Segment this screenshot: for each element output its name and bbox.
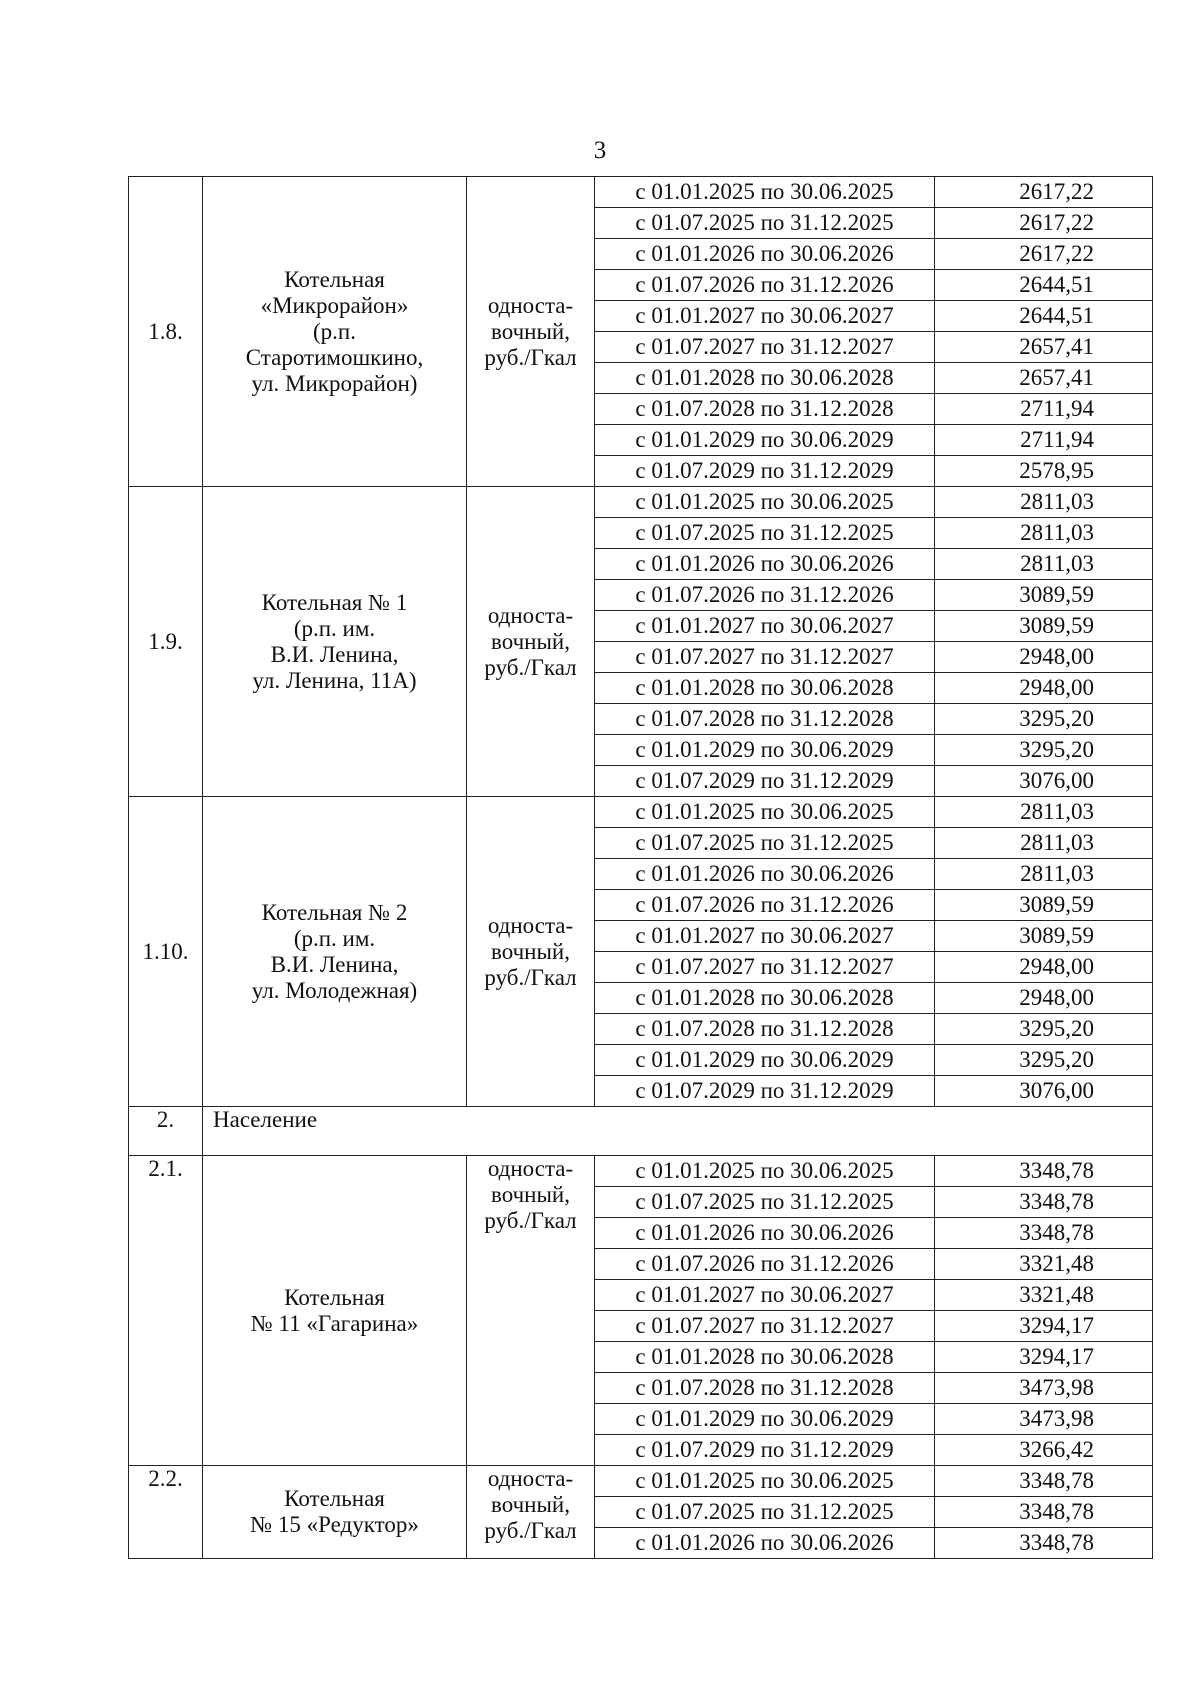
cell-line: вочный, bbox=[491, 628, 570, 654]
period: с 01.07.2028 по 31.12.2028 bbox=[595, 394, 935, 425]
tariff-value: 2711,94 bbox=[935, 394, 1153, 425]
tariff-value: 2811,03 bbox=[935, 549, 1153, 580]
tariff-value: 2578,95 bbox=[935, 456, 1153, 487]
tariff-value: 2657,41 bbox=[935, 363, 1153, 394]
boiler-name bbox=[203, 797, 467, 1107]
tariff-value: 2811,03 bbox=[935, 797, 1153, 828]
section-row bbox=[129, 1107, 1153, 1156]
cell-line: односта- bbox=[487, 912, 574, 938]
cell-line: вочный, bbox=[491, 938, 570, 964]
cell-line: (р.п. им. bbox=[293, 615, 376, 641]
cell-line: односта- bbox=[487, 292, 574, 318]
table-row bbox=[129, 797, 1153, 828]
entry-number: 1.8. bbox=[129, 177, 203, 487]
boiler-name bbox=[203, 487, 467, 797]
page-number: 3 bbox=[593, 137, 607, 164]
period: с 01.07.2027 по 31.12.2027 bbox=[595, 332, 935, 363]
entry-number: 1.10. bbox=[129, 797, 203, 1107]
period: с 01.01.2029 по 30.06.2029 bbox=[595, 425, 935, 456]
tariff-value: 2811,03 bbox=[935, 828, 1153, 859]
tariff-value: 3076,00 bbox=[935, 766, 1153, 797]
period: с 01.07.2025 по 31.12.2025 bbox=[595, 518, 935, 549]
table-row bbox=[129, 487, 1153, 518]
period: с 01.01.2025 по 30.06.2025 bbox=[595, 177, 935, 208]
period: с 01.07.2025 по 31.12.2025 bbox=[595, 208, 935, 239]
tariff-value: 3089,59 bbox=[935, 921, 1153, 952]
period: с 01.01.2026 по 30.06.2026 bbox=[595, 1528, 935, 1559]
period: с 01.01.2025 по 30.06.2025 bbox=[595, 487, 935, 518]
period: с 01.07.2029 по 31.12.2029 bbox=[595, 1435, 935, 1466]
period: с 01.01.2025 по 30.06.2025 bbox=[595, 1156, 935, 1187]
period: с 01.07.2026 по 31.12.2026 bbox=[595, 580, 935, 611]
tariff-value: 3089,59 bbox=[935, 890, 1153, 921]
tariff-value: 3321,48 bbox=[935, 1280, 1153, 1311]
cell-line: руб./Гкал bbox=[484, 654, 577, 680]
period: с 01.01.2026 по 30.06.2026 bbox=[595, 549, 935, 580]
boiler-name bbox=[203, 1156, 467, 1466]
tariff-value: 3295,20 bbox=[935, 1045, 1153, 1076]
period: с 01.07.2026 по 31.12.2026 bbox=[595, 890, 935, 921]
period: с 01.01.2028 по 30.06.2028 bbox=[595, 673, 935, 704]
tariff-value: 2948,00 bbox=[935, 983, 1153, 1014]
cell-line: Котельная bbox=[284, 266, 385, 292]
tariff-value: 2948,00 bbox=[935, 642, 1153, 673]
cell-line: Котельная № 2 bbox=[261, 899, 408, 925]
period: с 01.01.2028 по 30.06.2028 bbox=[595, 363, 935, 394]
rate-type bbox=[467, 1156, 595, 1466]
tariff-table bbox=[128, 176, 1153, 1559]
period: с 01.07.2027 по 31.12.2027 bbox=[595, 642, 935, 673]
period: с 01.01.2026 по 30.06.2026 bbox=[595, 859, 935, 890]
cell-line: (р.п. bbox=[313, 318, 356, 344]
cell-line: руб./Гкал bbox=[484, 1208, 577, 1233]
period: с 01.07.2025 по 31.12.2025 bbox=[595, 1497, 935, 1528]
period: с 01.01.2029 по 30.06.2029 bbox=[595, 735, 935, 766]
tariff-value: 2811,03 bbox=[935, 487, 1153, 518]
table-row bbox=[129, 1466, 1153, 1497]
tariff-value: 3295,20 bbox=[935, 704, 1153, 735]
period: с 01.01.2026 по 30.06.2026 bbox=[595, 239, 935, 270]
tariff-value: 3348,78 bbox=[935, 1156, 1153, 1187]
period: с 01.07.2026 по 31.12.2026 bbox=[595, 270, 935, 301]
cell-line: Котельная № 1 bbox=[261, 589, 408, 615]
tariff-value: 3266,42 bbox=[935, 1435, 1153, 1466]
tariff-value: 2617,22 bbox=[935, 239, 1153, 270]
tariff-value: 2644,51 bbox=[935, 301, 1153, 332]
tariff-value: 3294,17 bbox=[935, 1342, 1153, 1373]
tariff-value: 3348,78 bbox=[935, 1218, 1153, 1249]
cell-line: вочный, bbox=[491, 1182, 570, 1207]
tariff-value: 2657,41 bbox=[935, 332, 1153, 363]
cell-line: ул. Ленина, 11А) bbox=[252, 667, 417, 693]
tariff-value: 3473,98 bbox=[935, 1373, 1153, 1404]
cell-line: руб./Гкал bbox=[484, 344, 577, 370]
tariff-value: 3348,78 bbox=[935, 1497, 1153, 1528]
tariff-value: 3348,78 bbox=[935, 1187, 1153, 1218]
cell-line: Котельная bbox=[284, 1486, 385, 1511]
entry-number: 2.2. bbox=[129, 1466, 203, 1559]
cell-line: вочный, bbox=[491, 1492, 570, 1517]
cell-line: № 15 «Редуктор» bbox=[250, 1512, 419, 1537]
cell-line: руб./Гкал bbox=[484, 964, 577, 990]
period: с 01.01.2025 по 30.06.2025 bbox=[595, 797, 935, 828]
period: с 01.07.2027 по 31.12.2027 bbox=[595, 1311, 935, 1342]
tariff-value: 3321,48 bbox=[935, 1249, 1153, 1280]
period: с 01.01.2027 по 30.06.2027 bbox=[595, 921, 935, 952]
entry-number: 1.9. bbox=[129, 487, 203, 797]
rate-type bbox=[467, 487, 595, 797]
tariff-value: 3348,78 bbox=[935, 1528, 1153, 1559]
tariff-value: 3295,20 bbox=[935, 1014, 1153, 1045]
tariff-value: 2948,00 bbox=[935, 952, 1153, 983]
entry-number: 2.1. bbox=[129, 1156, 203, 1466]
period: с 01.01.2025 по 30.06.2025 bbox=[595, 1466, 935, 1497]
tariff-value: 3089,59 bbox=[935, 580, 1153, 611]
cell-line: (р.п. им. bbox=[293, 925, 376, 951]
tariff-value: 3294,17 bbox=[935, 1311, 1153, 1342]
cell-line: односта- bbox=[487, 1466, 574, 1491]
boiler-name bbox=[203, 1466, 467, 1559]
cell-line: односта- bbox=[487, 602, 574, 628]
rate-type bbox=[467, 1466, 595, 1559]
tariff-value: 3348,78 bbox=[935, 1466, 1153, 1497]
cell-line: руб./Гкал bbox=[484, 1518, 577, 1543]
period: с 01.07.2028 по 31.12.2028 bbox=[595, 704, 935, 735]
period: с 01.07.2025 по 31.12.2025 bbox=[595, 1187, 935, 1218]
table-row bbox=[129, 1156, 1153, 1187]
period: с 01.01.2027 по 30.06.2027 bbox=[595, 1280, 935, 1311]
boiler-name bbox=[203, 177, 467, 487]
tariff-value: 3076,00 bbox=[935, 1076, 1153, 1107]
tariff-value: 2644,51 bbox=[935, 270, 1153, 301]
period: с 01.01.2027 по 30.06.2027 bbox=[595, 301, 935, 332]
period: с 01.07.2028 по 31.12.2028 bbox=[595, 1014, 935, 1045]
period: с 01.07.2026 по 31.12.2026 bbox=[595, 1249, 935, 1280]
rate-type bbox=[467, 797, 595, 1107]
cell-line: «Микрорайон» bbox=[260, 292, 409, 318]
tariff-value: 3089,59 bbox=[935, 611, 1153, 642]
cell-line: Котельная bbox=[284, 1284, 385, 1310]
cell-line: вочный, bbox=[491, 318, 570, 344]
cell-line: ул. Микрорайон) bbox=[251, 370, 418, 396]
tariff-value: 2948,00 bbox=[935, 673, 1153, 704]
period: с 01.07.2029 по 31.12.2029 bbox=[595, 1076, 935, 1107]
cell-line: Старотимошкино, bbox=[245, 344, 424, 370]
tariff-value: 2711,94 bbox=[935, 425, 1153, 456]
cell-line: В.И. Ленина, bbox=[270, 641, 399, 667]
period: с 01.07.2029 по 31.12.2029 bbox=[595, 456, 935, 487]
period: с 01.07.2029 по 31.12.2029 bbox=[595, 766, 935, 797]
period: с 01.01.2029 по 30.06.2029 bbox=[595, 1045, 935, 1076]
section-title: Население bbox=[203, 1107, 1153, 1156]
tariff-value: 2811,03 bbox=[935, 518, 1153, 549]
period: с 01.01.2028 по 30.06.2028 bbox=[595, 983, 935, 1014]
section-number: 2. bbox=[129, 1107, 203, 1156]
cell-line: ул. Молодежная) bbox=[251, 977, 418, 1003]
rate-type bbox=[467, 177, 595, 487]
tariff-value: 2617,22 bbox=[935, 177, 1153, 208]
period: с 01.01.2026 по 30.06.2026 bbox=[595, 1218, 935, 1249]
period: с 01.01.2027 по 30.06.2027 bbox=[595, 611, 935, 642]
period: с 01.01.2029 по 30.06.2029 bbox=[595, 1404, 935, 1435]
cell-line: односта- bbox=[487, 1156, 574, 1181]
cell-line: В.И. Ленина, bbox=[270, 951, 399, 977]
tariff-value: 3473,98 bbox=[935, 1404, 1153, 1435]
tariff-value: 2811,03 bbox=[935, 859, 1153, 890]
table-row bbox=[129, 177, 1153, 208]
tariff-value: 3295,20 bbox=[935, 735, 1153, 766]
period: с 01.07.2027 по 31.12.2027 bbox=[595, 952, 935, 983]
period: с 01.01.2028 по 30.06.2028 bbox=[595, 1342, 935, 1373]
tariff-value: 2617,22 bbox=[935, 208, 1153, 239]
period: с 01.07.2028 по 31.12.2028 bbox=[595, 1373, 935, 1404]
period: с 01.07.2025 по 31.12.2025 bbox=[595, 828, 935, 859]
cell-line: № 11 «Гагарина» bbox=[250, 1310, 419, 1336]
